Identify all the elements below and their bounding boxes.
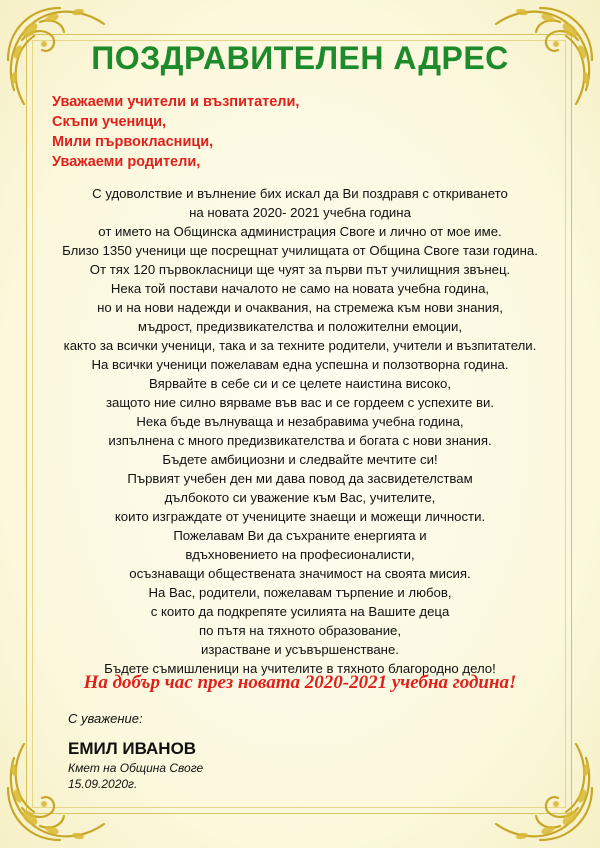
page-title: ПОЗДРАВИТЕЛЕН АДРЕС — [91, 40, 509, 76]
body-line: Нека той постави началото не само на новата учебна година, — [110, 281, 490, 296]
body-line: От тях 120 първокласници ще чуят за първи път училищния звънец. — [89, 262, 511, 277]
body-line: но и на нови надежди и очаквания, на стремежа към нови знания, — [97, 300, 503, 315]
body-line: С удоволствие и вълнение бих искал да Ви поздравя с откриването — [92, 186, 508, 201]
body-line: дълбокото си уважение към Вас, учителите, — [164, 490, 436, 505]
body-line: Вярвайте в себе си и се целете наистина високо, — [148, 376, 452, 391]
greeting-line: Уважаеми учители и възпитатели, — [52, 94, 300, 110]
body-line: На Вас, родители, пожелавам търпение и любов, — [148, 585, 452, 600]
body-line: по пътя на тяхното образование, — [198, 623, 402, 638]
body-line: от името на Общинска администрация Своге и лично от мое име. — [98, 224, 502, 239]
body-line: Близо 1350 ученици ще посрещнат училищата от Община Своге тази година. — [62, 243, 538, 258]
regards-label: С уважение: — [68, 711, 143, 726]
body-line: на новата 2020- 2021 учебна година — [189, 205, 411, 220]
body-line: Бъдете съмишленици на учителите в тяхното благородно дело! — [104, 661, 496, 676]
body-line: израстване и усъвършенстване. — [201, 642, 399, 657]
body-line: мъдрост, предизвикателства и положителни емоции, — [137, 319, 463, 334]
signer-details — [68, 760, 203, 792]
greetings-block — [52, 92, 299, 172]
body-line: Бъдете амбициозни и следвайте мечтите си! — [162, 452, 438, 467]
body-line: осъзнаващи обществената значимост на своята мисия. — [129, 566, 471, 581]
greeting-line: Скъпи ученици, — [52, 114, 167, 130]
body-line: както за всички ученици, така и за техните родители, учители и възпитатели. — [63, 338, 537, 353]
closing-wish: На добър час през новата 2020-2021 учебна година! — [83, 672, 517, 693]
body-line: с които да подкрепяте усилията на Вашите деца — [150, 604, 450, 619]
body-line: На всички ученици пожелавам една успешна и ползотворна година. — [91, 357, 509, 372]
signer-position: Кмет на Община Своге — [68, 761, 204, 775]
greeting-line: Мили първокласници, — [52, 134, 214, 150]
address-body — [40, 184, 560, 678]
signer-name: ЕМИЛ ИВАНОВ — [68, 739, 197, 758]
body-line: Първият учебен ден ми дава повод да засвидетелствам — [127, 471, 473, 486]
body-line: изпълнена с много предизвикателства и богата с нови знания. — [108, 433, 492, 448]
body-line: защото ние силно вярваме във вас и се гордеем с успехите ви. — [105, 395, 495, 410]
greeting-line: Уважаеми родители, — [52, 154, 201, 170]
body-line: които изграждате от учениците знаещи и можещи личности. — [114, 509, 486, 524]
corner-ornament-icon — [480, 728, 600, 848]
body-line: вдъхновението на професионалисти, — [185, 547, 415, 562]
body-line: Нека бъде вълнуваща и незабравима учебна година, — [136, 414, 464, 429]
signature-date: 15.09.2020г. — [68, 777, 138, 791]
body-line: Пожелавам Ви да съхраните енергията и — [173, 528, 427, 543]
